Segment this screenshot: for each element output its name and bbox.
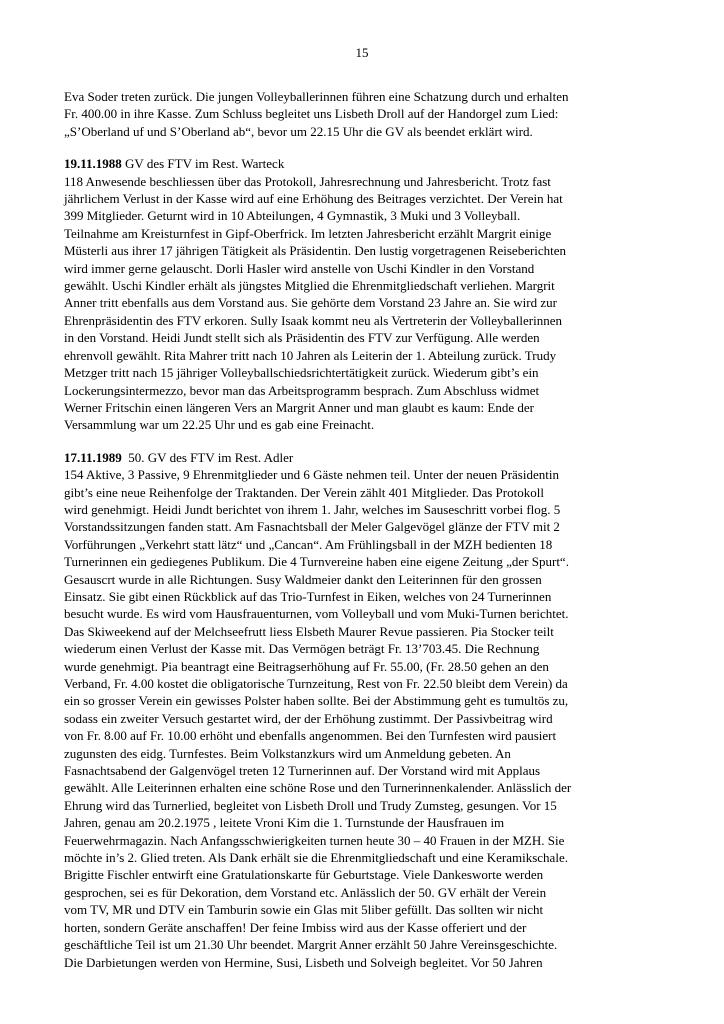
text-line: Lockerungsintermezzo, bevor man das Arbeitsprogramm besprach. Zum Abschluss widmet <box>64 382 540 398</box>
section-1989-heading <box>64 449 664 466</box>
text-line: Verband, Fr. 4.00 kostet die obligatorische Turnzeitung, Rest von Fr. 22.50 bleibt dem Verein) da <box>64 676 568 691</box>
text-line: 118 Anwesende beschliessen über das Protokoll, Jahresrechnung und Jahresbericht. Trotz fast <box>64 173 551 189</box>
text-line: Müsterli aus ihrer 17 jährigen Tätigkeit als Präsidentin. Den lustig vorgetragenen Reiseberichten <box>64 243 567 259</box>
text-line: Feuerwehrmagazin. Nach Anfangsschwierigkeiten turnen heute 30 – 40 Frauen in der MZH. Sie <box>64 832 565 848</box>
text-line: Fr. 400.00 in ihre Kasse. Zum Schluss begleitet uns Lisbeth Droll auf der Handorgel zum Lied: <box>64 106 559 122</box>
text-line: ehrenvoll gewählt. Rita Mahrer tritt nach 10 Jahren als Leiterin der 1. Abteilung zurück. Trudy <box>64 347 557 363</box>
text-line: gesprochen, sei es für Dekoration, dem Vorstand etc. Anlässlich der 50. GV erhält der Verein <box>64 884 547 900</box>
text-line: gewählt. Alle Leiterinnen erhalten eine schöne Rose und den Turnerinnenkalender. Anlässlich der <box>64 780 572 796</box>
text-line: horten, sondern Geräte anschaffen! Der feine Imbiss wird aus der Kasse offeriert und der <box>64 919 527 935</box>
text-line: in den Vorstand. Heidi Jundt stellt sich als Präsidentin des FTV zur Verfügung. Alle werden <box>64 330 540 346</box>
section-1989-paragraph <box>64 449 664 971</box>
text-line: Werner Fritschin einen längeren Vers an Margrit Anner und man glaubt es kaum: Ende der <box>64 399 534 415</box>
section-1989-date: 17.11.1989 <box>64 449 122 465</box>
text-line: Vorführungen „Verkehrt statt lätz“ und „Cancan“. Am Frühlingsball in der MZH bedienten 18 <box>64 536 553 552</box>
text-line: Die Darbietungen werden von Hermine, Susi, Lisbeth und Solveigh begleitet. Vor 50 Jahren <box>64 954 543 970</box>
text-line: Vorstandssitzungen fanden statt. Am Fasnachtsball der Meler Galgevögel glänze der FTV mit 2 <box>64 519 560 535</box>
section-1988-date: 19.11.1988 <box>64 156 122 172</box>
page-number: 15 <box>355 45 369 60</box>
text-line: Jahren, genau am 20.2.1975 , leitete Vroni Kim die 1. Turnstunde der Hausfrauen im <box>64 815 505 831</box>
section-1989-title: 50. GV des FTV im Rest. Adler <box>121 449 294 465</box>
text-line: wiederum einen Verlust der Kasse mit. Das Vermögen beträgt Fr. 13’703.45. Die Rechnung <box>64 641 540 657</box>
text-line: Fasnachtsabend der Galgenvögel treten 12 Turnerinnen auf. Der Vorstand wird mit Applaus <box>64 763 541 779</box>
text-line: geschäftliche Teil ist um 21.30 Uhr beendet. Margrit Anner erzählt 50 Jahre Vereinsgeschichte. <box>64 937 558 953</box>
text-line: Eva Soder treten zurück. Die jungen Volleyballerinnen führen eine Schatzung durch und erhalten <box>64 89 569 104</box>
text-line: Das Skiweekend auf der Melchseefrutt liess Elsbeth Maurer Revue passieren. Pia Stocker teilt <box>64 623 554 639</box>
text-line: Einsatz. Sie gibt einen Rückblick auf das Trio-Turnfest in Eiken, welches von 24 Turnerinnen <box>64 588 552 604</box>
text-line: wird genehmigt. Heidi Jundt berichtet von ihrem 1. Jahr, welches im Sauseschritt vorbei flog. 5 <box>64 501 561 517</box>
text-line: Ehrung wird das Turnerlied, begleitet von Lisbeth Droll und Trudy Zumsteg, gesungen. Vor 15 <box>64 797 557 813</box>
text-line: Turnerinnen ein gediegenes Publikum. Die 4 Turnvereine haben eine eigene Zeitung „der Spurt“. <box>64 554 569 570</box>
text-line: „S’Oberland uf und S’Oberland ab“, bevor um 22.15 Uhr die GV als beendet erklärt wird. <box>64 123 533 139</box>
text-line: 399 Mitglieder. Geturnt wird in 10 Abteilungen, 4 Gymnastik, 3 Muki und 3 Volleyball. <box>64 208 521 224</box>
section-1988-paragraph <box>64 155 664 434</box>
text-line: von Fr. 8.00 auf Fr. 10.00 erhöht und ebenfalls angenommen. Bei den Turnfesten wird pausiert <box>64 728 557 744</box>
text-line: wird immer gerne gelauscht. Dorli Hasler wird anstelle von Uschi Kindler in den Vorstand <box>64 260 535 276</box>
text-line: vom TV, MR und DTV ein Tamburin sowie ein Glas mit 5liber gefüllt. Das sollten wir nicht <box>64 902 544 918</box>
text-line: Metzger tritt nach 15 jähriger Volleyballschiedsrichtertätigkeit zurück. Wiederum gibt’s ein <box>64 365 539 381</box>
document-body <box>64 88 664 986</box>
text-line: zugunsten des eidg. Turnfestes. Beim Volkstanzkurs wird um Anmeldung gebeten. An <box>64 745 511 761</box>
text-line: besucht wurde. Es wird vom Hausfrauenturnen, vom Volleyball und vom Muki-Turnen berichtet. <box>64 606 569 622</box>
text-line: sodass ein zweiter Versuch gestartet wird, der der Erhöhung zustimmt. Der Passivbeitrag wird <box>64 710 553 726</box>
text-line: Versammlung war um 22.25 Uhr und es gab eine Freinacht. <box>64 417 375 433</box>
section-1988-heading <box>64 155 664 172</box>
text-line: jährlichem Verlust in der Kasse wird auf eine Erhöhung des Beitrages verzichtet. Der Verein hat <box>64 191 563 207</box>
section-1988-title: GV des FTV im Rest. Warteck <box>121 156 285 172</box>
text-line: ein so grosser Verein ein gewisses Polster haben sollte. Bei der Abstimmung geht es tumultös zu, <box>64 693 569 709</box>
text-line: möchte in’s 2. Glied treten. Als Dank erhält sie die Ehrenmitgliedschaft und eine Keramikschale. <box>64 850 568 866</box>
text-line: Anner tritt ebenfalls aus dem Vorstand aus. Sie gehörte dem Vorstand 23 Jahre an. Sie wird zur <box>64 295 557 311</box>
text-line: gewählt. Uschi Kindler erhält als jüngstes Mitglied die Ehrenmitgliedschaft verliehen. Margrit <box>64 278 555 294</box>
text-line: 154 Aktive, 3 Passive, 9 Ehrenmitglieder und 6 Gäste nehmen teil. Unter der neuen Präsidentin <box>64 467 559 483</box>
intro-paragraph <box>64 88 664 140</box>
text-line: Teilnahme am Kreisturnfest in Gipf-Oberfrick. Im letzten Jahresbericht erzählt Margrit einige <box>64 225 552 241</box>
text-line: Ehrenpräsidentin des FTV erkoren. Sully Isaak kommt neu als Vertreterin der Volleyballerinnen <box>64 312 562 328</box>
text-line: gibt’s eine neue Reihenfolge der Traktanden. Der Verein zählt 401 Mitglieder. Das Protokoll <box>64 484 544 500</box>
text-line: Gesauscrt wurde in alle Richtungen. Susy Waldmeier dankt den Leiterinnen für den grossen <box>64 571 542 587</box>
text-line: wurde genehmigt. Pia beantragt eine Beitragserhöhung auf Fr. 55.00, (Fr. 28.50 gehen an den <box>64 658 549 674</box>
text-line: Brigitte Fischler entwirft eine Gratulationskarte für Geburtstage. Viele Dankesworte werden <box>64 867 544 883</box>
